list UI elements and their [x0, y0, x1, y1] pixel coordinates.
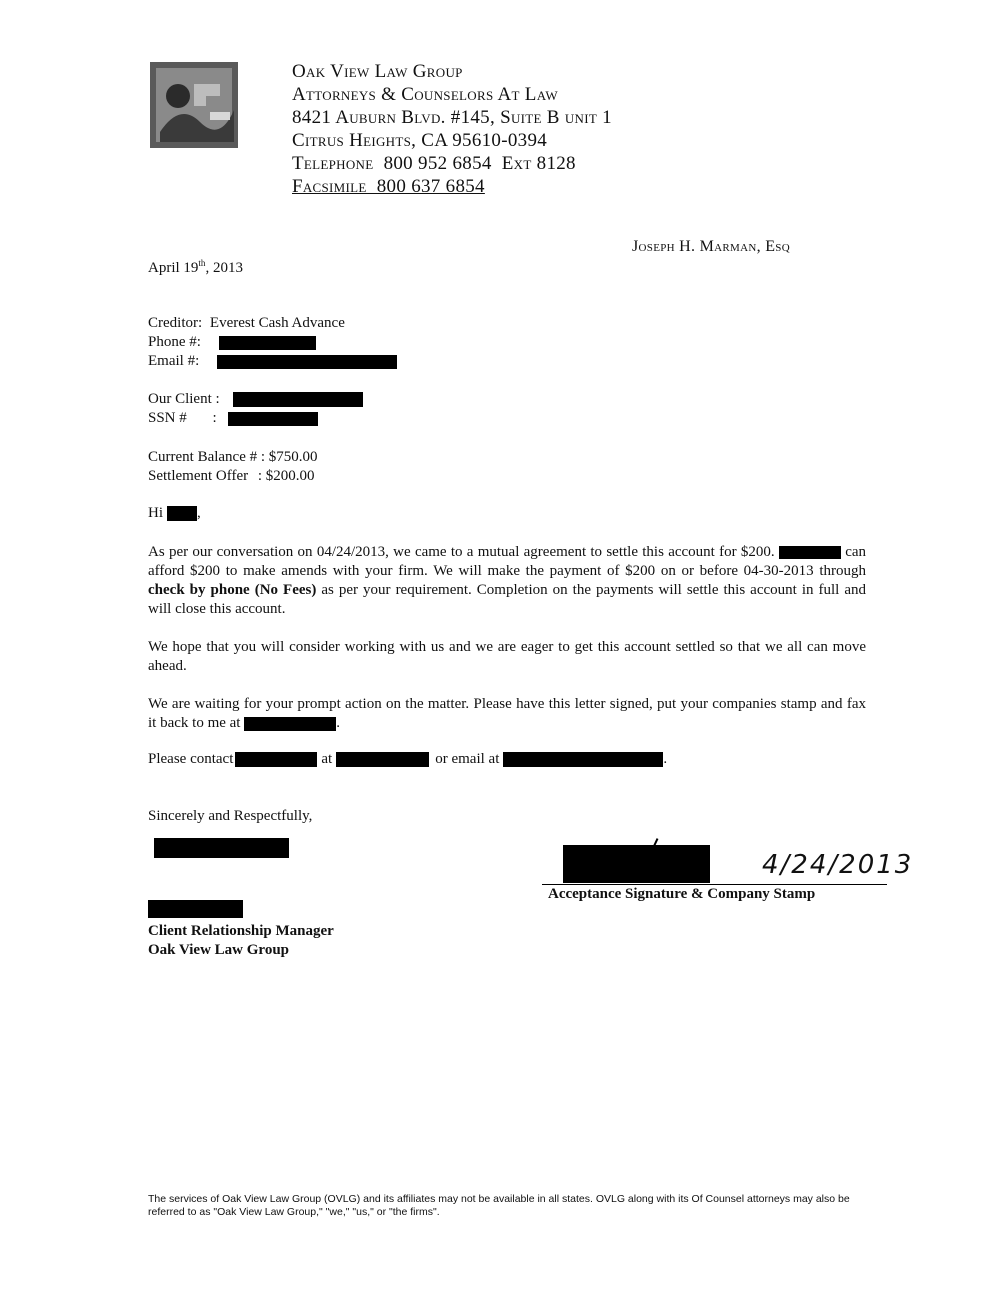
contact-please: Please contact: [148, 751, 234, 767]
greeting: [148, 505, 201, 522]
date-month-day: April 19: [148, 260, 199, 276]
signer-title: Client Relationship Manager: [148, 923, 334, 939]
paragraph2-text: We hope that you will consider working with us and we are eager to get this account settled so that we all can move ahead.: [148, 639, 866, 674]
redacted-contact-phone: [336, 752, 429, 767]
greeting-comma: ,: [197, 505, 201, 521]
phone-label: Phone #:: [148, 334, 201, 350]
creditor-value: Everest Cash Advance: [209, 315, 345, 331]
creditor-block: [148, 314, 397, 371]
paragraph-waiting: [148, 695, 866, 733]
client-label: Our Client :: [148, 391, 220, 407]
redacted-fax-number: [244, 717, 336, 731]
handwritten-date: 4/24/2013: [762, 850, 914, 880]
redacted-email: [217, 355, 397, 369]
settlement-offer-sep: :: [257, 468, 263, 484]
paragraph-hope: [148, 638, 866, 676]
footer-disclaimer: The services of Oak View Law Group (OVLG) and its affiliates may not be available in all states. OVLG along with its Of Counsel attorneys may also be referred to as "Oak View Law Group," "we," "us," or "the firms".: [148, 1193, 850, 1218]
firm-logo-graphic: [150, 62, 238, 148]
creditor-label: Creditor:: [148, 315, 203, 331]
current-balance-label: Current Balance # :: [148, 449, 266, 465]
client-block: [148, 390, 363, 428]
balance-block: [148, 448, 318, 486]
signature-line: [542, 884, 887, 885]
redacted-client-name: [233, 392, 363, 407]
redacted-contact-email: [503, 752, 663, 767]
redacted-signer-name: [148, 900, 243, 918]
settlement-offer-label: Settlement Offer: [148, 468, 249, 484]
settlement-offer-value: $200.00: [265, 468, 315, 484]
letter-date: [148, 258, 243, 277]
firm-subtitle: Attorneys & Counselors At Law: [292, 84, 558, 105]
acceptance-label: Acceptance Signature & Company Stamp: [548, 886, 816, 902]
redacted-signature: [154, 838, 289, 858]
signer-block: [148, 922, 334, 960]
firm-address: 8421 Auburn Blvd. #145, Suite B unit 1: [292, 107, 612, 128]
paragraph1-part3: as per your requirement. Completion on the payments will settle this account in full and will close this account.: [148, 582, 867, 617]
paragraph1-bold: check by phone (No Fees): [148, 582, 317, 598]
contact-end: .: [663, 751, 668, 767]
signer-firm: Oak View Law Group: [148, 942, 289, 958]
date-suffix: th: [198, 258, 206, 268]
contact-at: at: [321, 751, 333, 767]
redacted-acceptance-signature: [563, 845, 710, 883]
firm-telephone: Telephone 800 952 6854 Ext 8128: [292, 153, 576, 174]
redacted-contact-name: [235, 752, 317, 767]
redacted-client-name-inline: [779, 546, 841, 559]
paragraph1-part1: As per our conversation on 04/24/2013, we came to a mutual agreement to settle this account for $200.: [148, 544, 775, 560]
redacted-greeting-name: [167, 506, 197, 521]
contact-line: [148, 751, 667, 768]
paragraph3-text: We are waiting for your prompt action on the matter. Please have this letter signed, put your companies stamp and fax it back to me at: [148, 696, 866, 731]
firm-city: Citrus Heights, CA 95610-0394: [292, 130, 548, 151]
ssn-colon: :: [212, 410, 217, 426]
firm-name: Oak View Law Group: [292, 61, 463, 82]
paragraph1-part2: can afford $200 to make amends with your firm. We will make the payment of $200 on or before 04-30-2013 through: [148, 544, 867, 579]
paragraph-agreement: [148, 543, 866, 619]
current-balance-value: $750.00: [268, 449, 318, 465]
date-year: , 2013: [205, 260, 243, 276]
ssn-label: SSN #: [148, 410, 187, 426]
greeting-hi: Hi: [148, 505, 163, 521]
paragraph3-end: .: [336, 715, 340, 731]
attorney-name: Joseph H. Marman, Esq: [632, 238, 790, 255]
firm-logo: [150, 62, 238, 148]
contact-or-email: or email at: [435, 751, 500, 767]
email-label: Email #:: [148, 353, 200, 369]
redacted-ssn: [228, 412, 318, 426]
closing: Sincerely and Respectfully,: [148, 808, 313, 824]
firm-facsimile: Facsimile 800 637 6854: [292, 176, 485, 197]
redacted-phone: [219, 336, 316, 350]
